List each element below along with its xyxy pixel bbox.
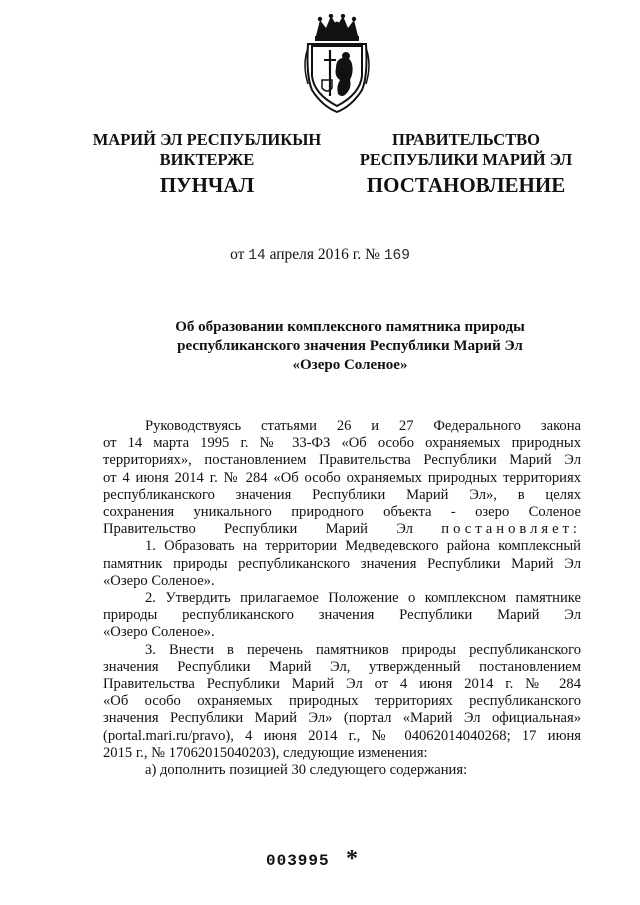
text-line: 1. Образовать на территории Медведевского района комплексный xyxy=(145,538,581,555)
paragraph-preamble xyxy=(103,418,581,521)
header-right xyxy=(352,130,580,170)
document-body xyxy=(103,418,581,779)
serial-number: 003995 xyxy=(266,852,330,870)
text-line: Правительства Республики Марий Эл от 4 июня 2014 г. № 284 xyxy=(103,676,581,693)
text-line: значения Республики Марий Эл, утвержденный постановлением xyxy=(103,658,581,675)
preamble-decree-word: постановляет: xyxy=(441,521,581,538)
title-line3: «Озеро Соленое» xyxy=(292,357,408,373)
title-line2: республиканского значения Республики Марий Эл xyxy=(177,338,523,354)
text-line: «Озеро Соленое». xyxy=(103,624,215,641)
title-line1: Об образовании комплексного памятника природы xyxy=(175,319,525,335)
text-line: от 4 июня 2014 г. № 284 «Об особо охраняемых природных территориях xyxy=(103,469,581,486)
text-line: территориях», постановлением Правительства Республики Марий Эл xyxy=(103,452,581,469)
text-line: 2. Утвердить прилагаемое Положение о комплексном памятнике xyxy=(145,590,581,607)
text-line: от 14 марта 1995 г. № 33-ФЗ «Об особо охраняемых природных xyxy=(103,435,581,452)
text-line: значения Республики Марий Эл» (портал «Марий Эл официальная» xyxy=(103,710,581,727)
text-line: 3. Внести в перечень памятников природы республиканского xyxy=(145,641,581,658)
paragraph-item-1 xyxy=(103,538,581,590)
asterisk-icon: * xyxy=(346,846,358,872)
date-prefix: от xyxy=(230,246,245,263)
paragraph-item-2 xyxy=(103,590,581,642)
header-right-line2: РЕСПУБЛИКИ МАРИЙ ЭЛ xyxy=(359,150,573,169)
text-line: 2015 г., № 17062015040203), следующие изменения: xyxy=(103,744,428,761)
text-line: природы республиканского значения Республики Марий Эл xyxy=(103,607,581,624)
date-line xyxy=(0,246,640,264)
text-line: (portal.mari.ru/pravo), 4 июня 2014 г., № 04062014040268; 17 июня xyxy=(103,727,581,744)
decree-number: 169 xyxy=(383,248,410,264)
preamble-final-line xyxy=(103,521,581,538)
paragraph-item-3 xyxy=(103,642,581,762)
date-day: 14 xyxy=(248,248,266,264)
preamble-final-prefix: Правительство Республики Марий Эл xyxy=(103,521,413,538)
coat-of-arms-icon xyxy=(302,14,372,114)
text-line: памятник природы республиканского значения Республики Марий Эл xyxy=(103,555,581,572)
text-line: «Озеро Соленое». xyxy=(103,572,215,589)
header-right-line1: ПРАВИТЕЛЬСТВО xyxy=(392,130,540,149)
text-line: «Об особо охраняемых природных территориях республиканского xyxy=(103,693,581,710)
date-month-year: апреля 2016 г. № xyxy=(269,246,380,263)
text-line: республиканского значения Республики Марий Эл», в целях xyxy=(103,486,581,503)
doc-type-left: ПУНЧАЛ xyxy=(159,173,255,197)
text-line: Руководствуясь статьями 26 и 27 Федерального закона xyxy=(145,418,581,434)
header-left xyxy=(88,130,326,170)
text-line: а) дополнить позицией 30 следующего содержания: xyxy=(145,762,468,779)
header-left-line1: МАРИЙ ЭЛ РЕСПУБЛИКЫН xyxy=(92,130,322,149)
paragraph-item-3a xyxy=(103,762,581,779)
document-title xyxy=(130,318,570,375)
header-left-line2: ВИКТЕРЖЕ xyxy=(159,150,255,169)
text-line: сохранения уникального природного объекта - озеро Соленое xyxy=(103,504,581,521)
doc-type-right: ПОСТАНОВЛЕНИЕ xyxy=(366,173,566,197)
